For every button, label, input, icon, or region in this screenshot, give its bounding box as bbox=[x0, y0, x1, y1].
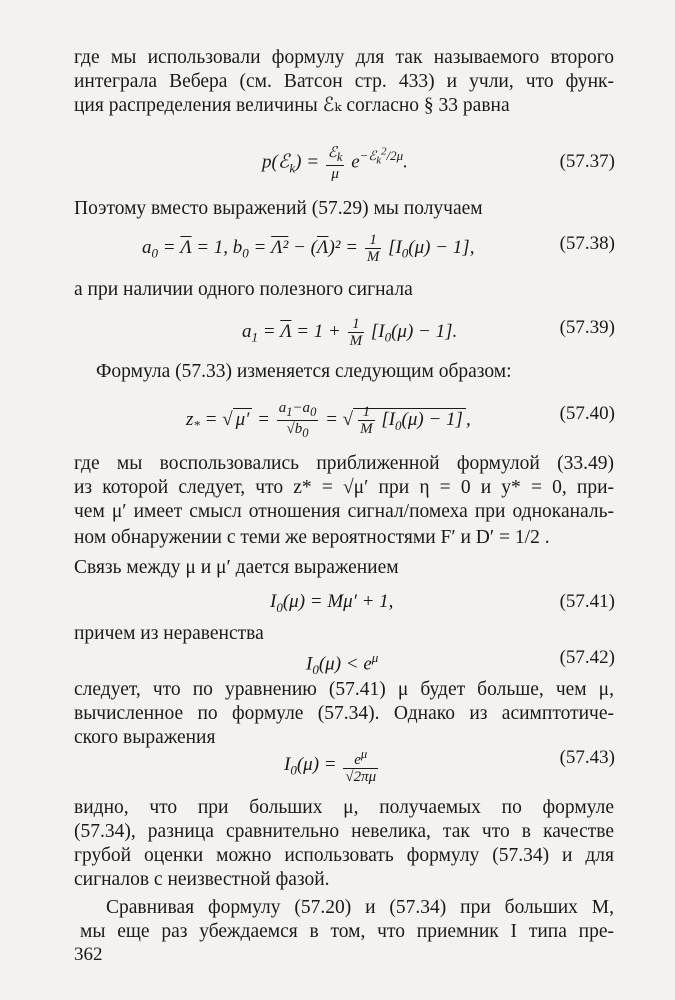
text-line: Поэтому вместо выражений (57.29) мы получаем bbox=[74, 198, 483, 219]
equation-number: (57.40) bbox=[559, 403, 615, 424]
text-line: а при наличии одного полезного сигнала bbox=[74, 279, 413, 300]
equation-57-41: $I_0(\mu) = M\mu' + 1$, bbox=[270, 591, 394, 615]
equation-57-38: $a_0 = \overline{\Lambda} = 1$, $b_0 = \Lambda^2 - (\overline{\Lambda})^2$ = $\frac{1}{M}$ $[I_0(\mu) - 1]$, bbox=[142, 232, 475, 265]
text-line: ция распределения величины ℰₖ согласно § 33 равна bbox=[74, 95, 510, 116]
equation-57-42: $I_0(\mu) < e^\mu$ bbox=[306, 650, 379, 678]
text-line: ского выражения bbox=[74, 727, 216, 748]
text-line: где мы воспользовались приближенной формулой (33.49) bbox=[74, 453, 614, 474]
text-line: где мы использовали формулу для так называемого второго bbox=[74, 47, 614, 68]
text-line: следует, что по уравнению (57.41) μ будет больше, чем μ, bbox=[74, 679, 614, 700]
equation-57-39: $a_1 = \overline{\Lambda} = 1$ + $\frac{1}{M}$ $[I_0(\mu) - 1]$. bbox=[242, 316, 458, 349]
text-line: сигналов с неизвестной фазой. bbox=[74, 869, 330, 890]
equation-57-40: $z_*$ = √ μ′ = $\frac{a_1-a_0}{√b_0}$ = √ $\frac{1}{M}$ $[I_0(\mu) - 1]$ , bbox=[186, 400, 471, 440]
text-line: из которой следует, что z* = √μ′ при η = 0 и y* = 0, при- bbox=[74, 477, 614, 498]
equation-57-43: $I_0(\mu)$ = $\frac{e^\mu}{√2\pi\mu}$ bbox=[284, 747, 377, 785]
equation-57-37: p(ℰ$_k$) = $\frac{ℰ_k}{\mu}$ $e^{-ℰ_k^2/2\mu}$. bbox=[262, 144, 408, 182]
equation-number: (57.41) bbox=[559, 591, 615, 612]
text-line: ном обнаружении с теми же вероятностями F′ и D′ = 1/2 . bbox=[74, 527, 550, 548]
equation-number: (57.37) bbox=[559, 151, 615, 172]
page-number: 362 bbox=[74, 944, 103, 965]
text-line: грубой оценки можно использовать формулу (57.34) и для bbox=[74, 845, 614, 866]
text-line: вычисленное по формуле (57.34). Однако из асимптотиче- bbox=[74, 703, 614, 724]
text-line: чем μ′ имеет смысл отношения сигнал/помеха при одноканаль- bbox=[74, 501, 614, 522]
text-line: причем из неравенства bbox=[74, 623, 264, 644]
text-line: мы еще раз убеждаемся в том, что приемник I типа пре- bbox=[80, 921, 614, 942]
text-line: видно, что при больших μ, получаемых по формуле bbox=[74, 797, 614, 818]
text-line: интеграла Вебера (см. Ватсон стр. 433) и учли, что функ- bbox=[74, 71, 614, 92]
equation-number: (57.43) bbox=[559, 747, 615, 768]
equation-number: (57.39) bbox=[559, 317, 615, 338]
equation-number: (57.42) bbox=[559, 647, 615, 668]
equation-number: (57.38) bbox=[559, 233, 615, 254]
text-line: Сравнивая формулу (57.20) и (57.34) при больших M, bbox=[106, 897, 614, 918]
text-line: (57.34), разница сравнительно невелика, так что в качестве bbox=[74, 821, 614, 842]
text-line: Формула (57.33) изменяется следующим образом: bbox=[96, 361, 512, 382]
text-line: Связь между μ и μ′ дается выражением bbox=[74, 557, 399, 578]
